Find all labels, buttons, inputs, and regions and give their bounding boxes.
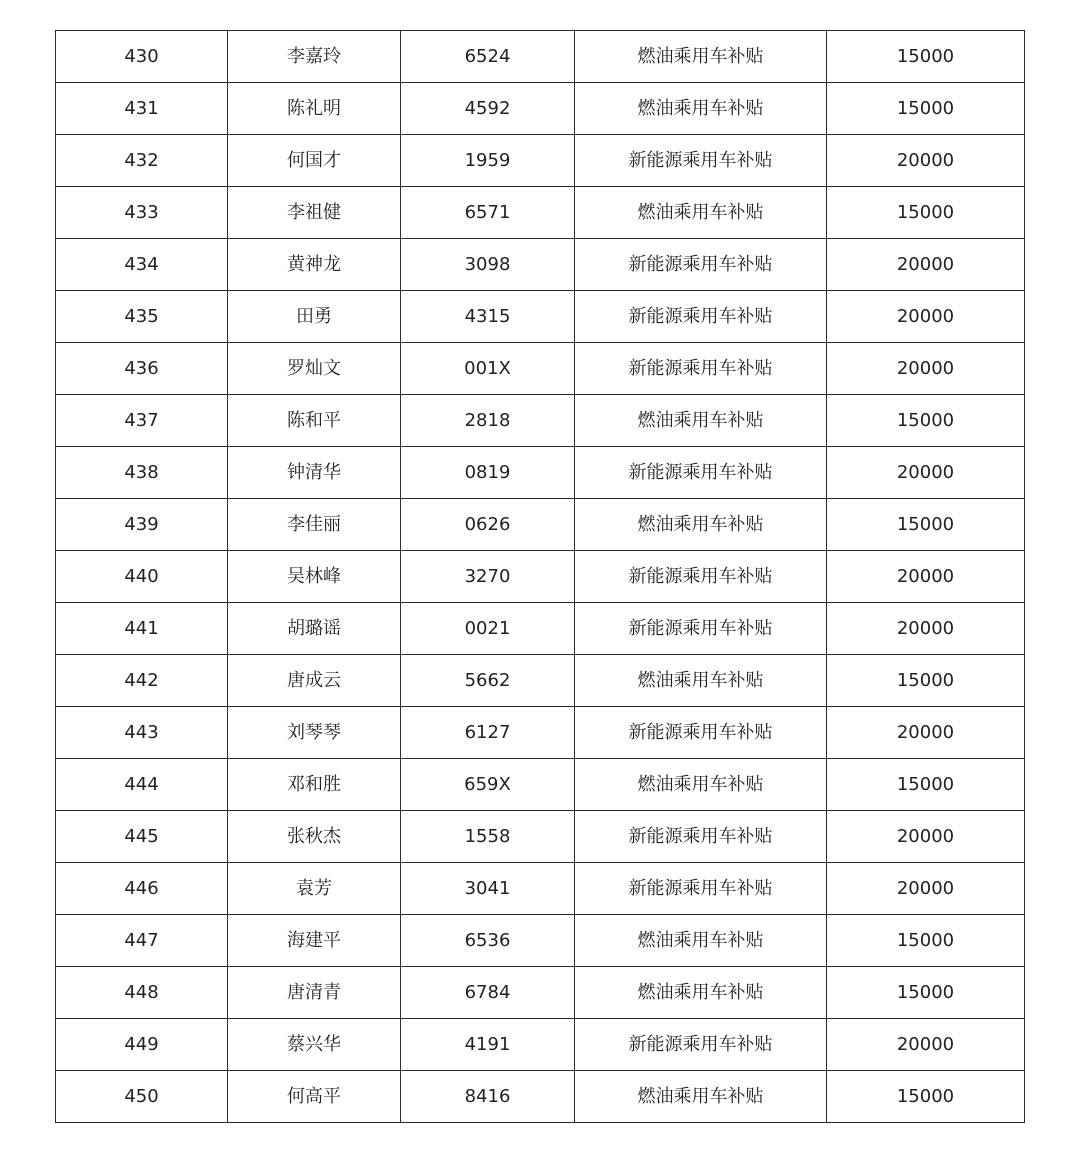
- subsidy-type-cell: 新能源乘用车补贴: [575, 1019, 827, 1071]
- subsidy-type-cell: 新能源乘用车补贴: [575, 447, 827, 499]
- subsidy-type-cell: 新能源乘用车补贴: [575, 603, 827, 655]
- applicant-name-cell: 田勇: [228, 291, 401, 343]
- table-row: [56, 759, 1025, 811]
- row-number-cell: 432: [56, 135, 228, 187]
- subsidy-type-cell: 新能源乘用车补贴: [575, 239, 827, 291]
- applicant-name-cell: 刘琴琴: [228, 707, 401, 759]
- row-number-cell: 448: [56, 967, 228, 1019]
- subsidy-type-cell: 燃油乘用车补贴: [575, 759, 827, 811]
- id-suffix-cell: 4315: [401, 291, 575, 343]
- applicant-name-cell: 唐成云: [228, 655, 401, 707]
- subsidy-amount-cell: 15000: [827, 655, 1025, 707]
- subsidy-amount-cell: 20000: [827, 447, 1025, 499]
- subsidy-type-cell: 燃油乘用车补贴: [575, 1071, 827, 1123]
- row-number-cell: 430: [56, 31, 228, 83]
- id-suffix-cell: 2818: [401, 395, 575, 447]
- applicant-name-cell: 袁芳: [228, 863, 401, 915]
- table-row: [56, 31, 1025, 83]
- subsidy-amount-cell: 15000: [827, 499, 1025, 551]
- row-number-cell: 441: [56, 603, 228, 655]
- subsidy-type-cell: 燃油乘用车补贴: [575, 499, 827, 551]
- table-row: [56, 499, 1025, 551]
- id-suffix-cell: 5662: [401, 655, 575, 707]
- table-row: [56, 811, 1025, 863]
- id-suffix-cell: 001X: [401, 343, 575, 395]
- id-suffix-cell: 6571: [401, 187, 575, 239]
- id-suffix-cell: 4191: [401, 1019, 575, 1071]
- row-number-cell: 447: [56, 915, 228, 967]
- row-number-cell: 443: [56, 707, 228, 759]
- table-row: [56, 187, 1025, 239]
- subsidy-type-cell: 燃油乘用车补贴: [575, 187, 827, 239]
- row-number-cell: 439: [56, 499, 228, 551]
- subsidy-type-cell: 新能源乘用车补贴: [575, 551, 827, 603]
- row-number-cell: 431: [56, 83, 228, 135]
- id-suffix-cell: 3270: [401, 551, 575, 603]
- subsidy-amount-cell: 15000: [827, 967, 1025, 1019]
- applicant-name-cell: 吴林峰: [228, 551, 401, 603]
- subsidy-type-cell: 燃油乘用车补贴: [575, 395, 827, 447]
- applicant-name-cell: 罗灿文: [228, 343, 401, 395]
- id-suffix-cell: 4592: [401, 83, 575, 135]
- subsidy-amount-cell: 15000: [827, 1071, 1025, 1123]
- subsidy-type-cell: 燃油乘用车补贴: [575, 655, 827, 707]
- subsidy-type-cell: 燃油乘用车补贴: [575, 915, 827, 967]
- id-suffix-cell: 6536: [401, 915, 575, 967]
- row-number-cell: 444: [56, 759, 228, 811]
- applicant-name-cell: 陈礼明: [228, 83, 401, 135]
- id-suffix-cell: 1959: [401, 135, 575, 187]
- subsidy-amount-cell: 20000: [827, 239, 1025, 291]
- table-row: [56, 603, 1025, 655]
- applicant-name-cell: 邓和胜: [228, 759, 401, 811]
- subsidy-table: [55, 30, 1025, 1123]
- subsidy-amount-cell: 20000: [827, 291, 1025, 343]
- table-row: [56, 863, 1025, 915]
- subsidy-amount-cell: 20000: [827, 707, 1025, 759]
- subsidy-amount-cell: 20000: [827, 811, 1025, 863]
- table-row: [56, 967, 1025, 1019]
- subsidy-type-cell: 新能源乘用车补贴: [575, 135, 827, 187]
- table-row: [56, 915, 1025, 967]
- table-row: [56, 1019, 1025, 1071]
- row-number-cell: 446: [56, 863, 228, 915]
- table-row: [56, 551, 1025, 603]
- id-suffix-cell: 8416: [401, 1071, 575, 1123]
- applicant-name-cell: 李嘉玲: [228, 31, 401, 83]
- subsidy-amount-cell: 15000: [827, 83, 1025, 135]
- table-row: [56, 239, 1025, 291]
- row-number-cell: 449: [56, 1019, 228, 1071]
- subsidy-amount-cell: 15000: [827, 915, 1025, 967]
- id-suffix-cell: 659X: [401, 759, 575, 811]
- row-number-cell: 435: [56, 291, 228, 343]
- subsidy-amount-cell: 15000: [827, 759, 1025, 811]
- applicant-name-cell: 陈和平: [228, 395, 401, 447]
- subsidy-table-body: [56, 31, 1025, 1123]
- subsidy-type-cell: 新能源乘用车补贴: [575, 811, 827, 863]
- applicant-name-cell: 钟清华: [228, 447, 401, 499]
- subsidy-type-cell: 燃油乘用车补贴: [575, 967, 827, 1019]
- subsidy-amount-cell: 15000: [827, 31, 1025, 83]
- applicant-name-cell: 胡璐谣: [228, 603, 401, 655]
- table-row: [56, 707, 1025, 759]
- row-number-cell: 445: [56, 811, 228, 863]
- table-row: [56, 447, 1025, 499]
- row-number-cell: 440: [56, 551, 228, 603]
- id-suffix-cell: 0819: [401, 447, 575, 499]
- id-suffix-cell: 1558: [401, 811, 575, 863]
- row-number-cell: 436: [56, 343, 228, 395]
- row-number-cell: 442: [56, 655, 228, 707]
- id-suffix-cell: 3041: [401, 863, 575, 915]
- id-suffix-cell: 0626: [401, 499, 575, 551]
- subsidy-type-cell: 新能源乘用车补贴: [575, 343, 827, 395]
- subsidy-amount-cell: 20000: [827, 863, 1025, 915]
- id-suffix-cell: 6127: [401, 707, 575, 759]
- applicant-name-cell: 黄神龙: [228, 239, 401, 291]
- id-suffix-cell: 6524: [401, 31, 575, 83]
- subsidy-type-cell: 新能源乘用车补贴: [575, 291, 827, 343]
- subsidy-amount-cell: 20000: [827, 603, 1025, 655]
- subsidy-amount-cell: 15000: [827, 395, 1025, 447]
- row-number-cell: 438: [56, 447, 228, 499]
- subsidy-type-cell: 燃油乘用车补贴: [575, 83, 827, 135]
- id-suffix-cell: 3098: [401, 239, 575, 291]
- subsidy-amount-cell: 20000: [827, 343, 1025, 395]
- id-suffix-cell: 6784: [401, 967, 575, 1019]
- row-number-cell: 433: [56, 187, 228, 239]
- applicant-name-cell: 何高平: [228, 1071, 401, 1123]
- applicant-name-cell: 李祖健: [228, 187, 401, 239]
- subsidy-type-cell: 新能源乘用车补贴: [575, 863, 827, 915]
- table-row: [56, 135, 1025, 187]
- applicant-name-cell: 张秋杰: [228, 811, 401, 863]
- applicant-name-cell: 海建平: [228, 915, 401, 967]
- table-row: [56, 83, 1025, 135]
- subsidy-list-sheet: [55, 30, 1024, 1123]
- subsidy-amount-cell: 15000: [827, 187, 1025, 239]
- applicant-name-cell: 何国才: [228, 135, 401, 187]
- table-row: [56, 291, 1025, 343]
- subsidy-amount-cell: 20000: [827, 135, 1025, 187]
- row-number-cell: 450: [56, 1071, 228, 1123]
- table-row: [56, 343, 1025, 395]
- row-number-cell: 437: [56, 395, 228, 447]
- row-number-cell: 434: [56, 239, 228, 291]
- table-row: [56, 655, 1025, 707]
- id-suffix-cell: 0021: [401, 603, 575, 655]
- subsidy-amount-cell: 20000: [827, 551, 1025, 603]
- subsidy-amount-cell: 20000: [827, 1019, 1025, 1071]
- table-row: [56, 1071, 1025, 1123]
- subsidy-type-cell: 燃油乘用车补贴: [575, 31, 827, 83]
- applicant-name-cell: 唐清青: [228, 967, 401, 1019]
- subsidy-type-cell: 新能源乘用车补贴: [575, 707, 827, 759]
- table-row: [56, 395, 1025, 447]
- applicant-name-cell: 李佳丽: [228, 499, 401, 551]
- applicant-name-cell: 蔡兴华: [228, 1019, 401, 1071]
